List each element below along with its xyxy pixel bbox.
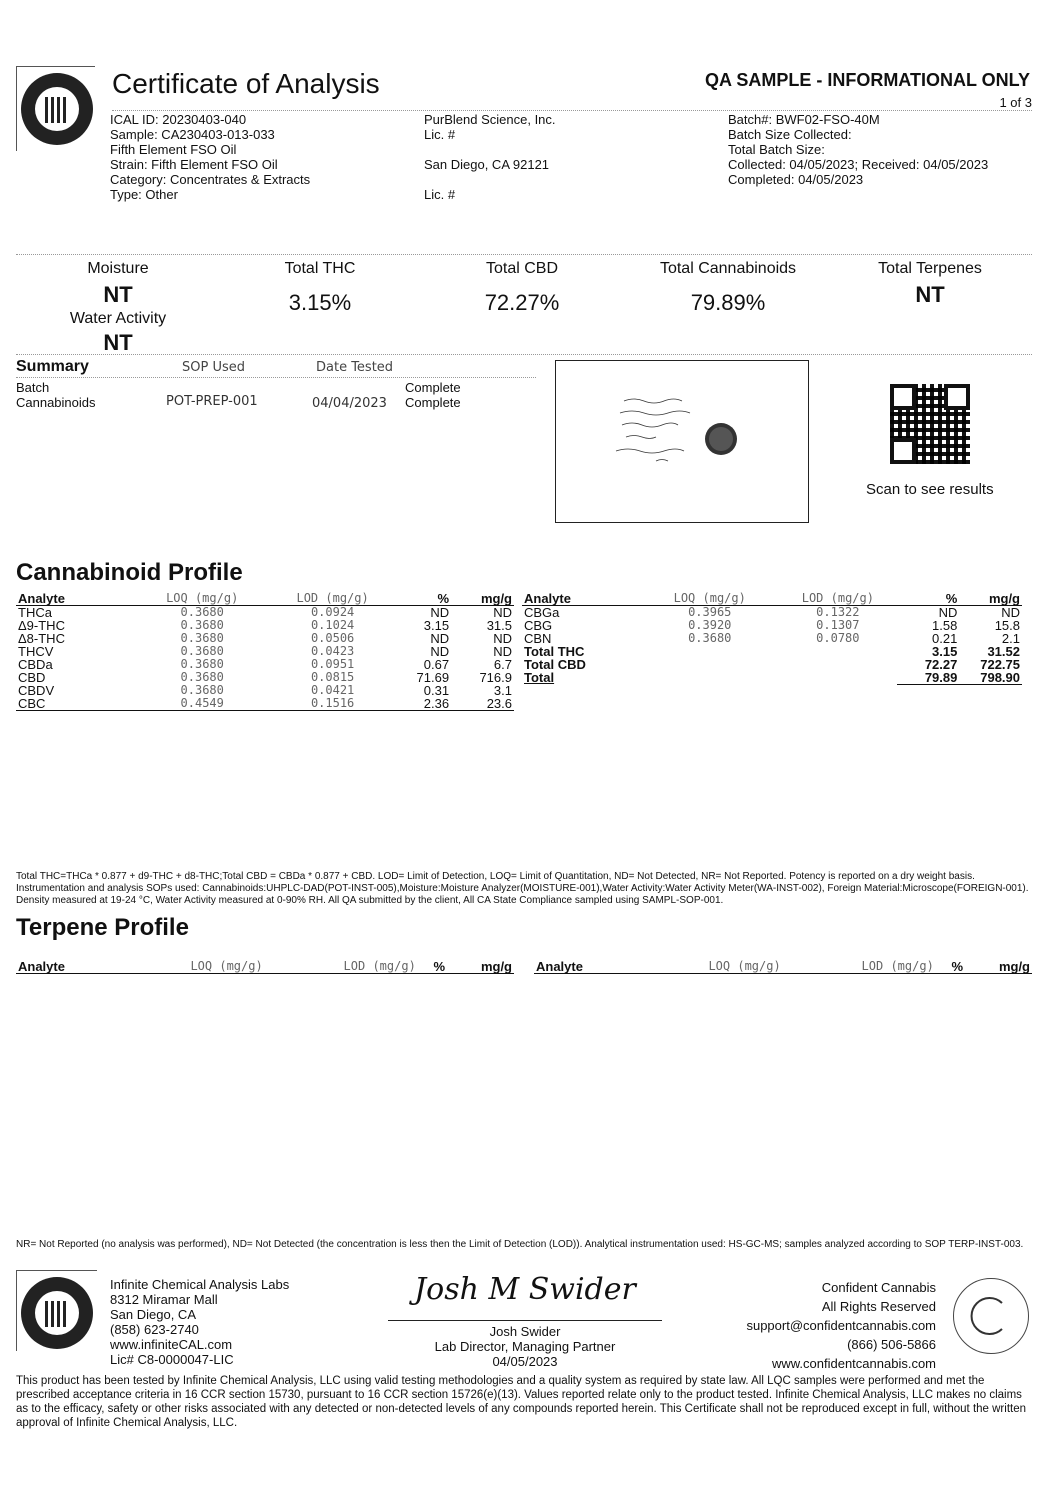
cannabinoid-right-header <box>522 592 1022 606</box>
analyte-cell: Δ8-THC <box>18 631 65 646</box>
terp-col-analyte: Analyte <box>16 960 156 974</box>
empty-cell <box>641 671 778 685</box>
header-divider <box>112 110 1032 111</box>
sample-id: Sample: CA230403-013-033 <box>110 127 275 142</box>
cc-logo-icon <box>954 1279 1028 1353</box>
terp-col-lod-right: LOD (mg/g) <box>815 960 936 974</box>
terp-col-loq-right: LOQ (mg/g) <box>674 960 814 974</box>
cc-name: Confident Cannabis <box>821 1280 936 1295</box>
table-row <box>16 606 514 620</box>
loq-cell: 0.3680 <box>180 631 224 645</box>
mgg-cell: ND <box>493 605 512 620</box>
percent-cell: 0.21 <box>932 631 958 646</box>
cc-info <box>700 1278 936 1373</box>
category: Category: Concentrates & Extracts <box>110 172 311 187</box>
total-thc-value: 3.15% <box>288 290 352 315</box>
total-cbd-value: 72.27% <box>484 290 560 315</box>
client-info <box>424 112 556 202</box>
water-activity-value: NT <box>103 330 133 355</box>
total-cbd-block <box>432 260 612 316</box>
terpene-table-left <box>16 960 514 974</box>
total-mgg-cell: 31.52 <box>987 644 1020 659</box>
cannabinoid-note: Total THC=THCa * 0.877 + d9-THC + d8-THC;Total CBD = CBDa * 0.877 + CBD. LOD= Limit of Detection, LOQ= Limit of Quantitation, ND= Not Detected, NR= Not Reported. Potency is reported on a dry weight basis. Instrumentation and analysis SOPs used: Cannabinoids:UHPLC-DAD(POT-INST-005),Moisture:Moisture Analyzer(MOISTURE-001),Water Activity:Water Activity Meter(WA-INST-002), Foreign Material:Microscope(FOREIGN-001). Density measured at 19-24 °C, Water Activity measured at 0-90% RH. All QA submitted by the client, All CA State Compliance sampled using SAMPL-SOP-001. <box>16 871 1029 906</box>
cc-phone: (866) 506-5866 <box>847 1337 936 1352</box>
col-loq: LOQ (mg/g) <box>137 592 267 606</box>
mgg-cell: 15.8 <box>994 618 1020 633</box>
lod-cell: 0.0423 <box>310 644 355 658</box>
lod-cell: 0.1024 <box>310 618 355 632</box>
total-label-cell: Total THC <box>524 644 585 659</box>
sign-date: 04/05/2023 <box>492 1354 558 1369</box>
total-label-cell: Total CBD <box>524 657 586 672</box>
terp-col-mgg: mg/g <box>461 960 514 974</box>
empty-cell <box>778 671 897 685</box>
lod-cell: 0.0506 <box>310 631 355 645</box>
lod-cell: 0.1516 <box>267 697 397 711</box>
analyte-cell: THCV <box>18 644 54 659</box>
mgg-cell: ND <box>493 631 512 646</box>
cc-website[interactable]: www.confidentcannabis.com <box>771 1356 936 1371</box>
col-analyte: Analyte <box>16 592 137 606</box>
strain: Strain: Fifth Element FSO Oil <box>110 157 278 172</box>
terpene-profile-title: Terpene Profile <box>16 914 189 941</box>
analyte-cell: Δ9-THC <box>18 618 65 633</box>
client-name: PurBlend Science, Inc. <box>424 112 556 127</box>
loq-cell: 0.3680 <box>180 670 224 684</box>
total-percent-cell: 3.15 <box>932 644 958 659</box>
lab-phone: (858) 623-2740 <box>110 1322 199 1337</box>
loq-cell: 0.4549 <box>137 697 267 711</box>
loq-cell: 0.3920 <box>688 618 732 632</box>
percent-cell: 3.15 <box>423 618 450 633</box>
lod-cell: 0.1307 <box>816 618 860 632</box>
total-terpenes-value: NT <box>915 282 945 307</box>
loq-cell: 0.3680 <box>180 683 224 697</box>
analyte-cell: CBDV <box>18 683 55 698</box>
terpene-right-header <box>534 960 1032 974</box>
percent-cell: 0.31 <box>423 683 450 698</box>
lod-cell: 0.0924 <box>310 605 355 619</box>
summary-divider <box>16 377 536 378</box>
empty-cell <box>778 645 897 658</box>
lab-website[interactable]: www.infiniteCAL.com <box>110 1337 233 1352</box>
total-row <box>522 671 1022 685</box>
signature-line <box>388 1320 662 1321</box>
summary-row-batch <box>16 380 49 395</box>
percent-cell: ND <box>430 644 450 659</box>
summary-cannabinoids-name: Cannabinoids <box>16 395 96 410</box>
mgg-cell: 2.1 <box>1001 631 1020 646</box>
mgg-cell: 3.1 <box>493 683 512 698</box>
summary-batch-name: Batch <box>16 380 50 395</box>
page-title: Certificate of Analysis <box>112 68 380 99</box>
total-cannabinoids-label: Total Cannabinoids <box>659 260 797 277</box>
summary-title: Summary <box>16 358 89 375</box>
loq-cell: 0.3680 <box>180 644 224 658</box>
qr-code[interactable] <box>890 384 970 464</box>
analyte-cell: CBC <box>16 697 137 711</box>
cannabinoid-left-header <box>16 592 514 606</box>
client-lic1: Lic. # <box>424 127 456 142</box>
completed-date: Completed: 04/05/2023 <box>728 172 864 187</box>
batch-number: Batch#: BWF02-FSO-40M <box>728 112 880 127</box>
analyte-cell: CBG <box>524 618 553 633</box>
mgg-cell: 6.7 <box>493 657 512 672</box>
col-percent-right: % <box>897 592 959 606</box>
percent-cell: ND <box>938 605 958 620</box>
stats-top-divider <box>16 254 1032 255</box>
col-mgg: mg/g <box>451 592 514 606</box>
sample-photo <box>555 360 809 523</box>
total-thc-block <box>230 260 410 316</box>
analyte-cell: CBGa <box>524 605 560 620</box>
total-cbd-label: Total CBD <box>485 260 559 277</box>
footer-logo-frame <box>16 1270 97 1351</box>
sample-name: Fifth Element FSO Oil <box>110 142 237 157</box>
footer-lab-logo <box>21 1277 93 1349</box>
analyte-cell: CBDa <box>18 657 53 672</box>
terpene-table-right <box>534 960 1032 974</box>
summary-col-sop: SOP Used <box>182 360 245 375</box>
moisture-label: Moisture <box>87 260 149 277</box>
total-cannabinoids-block <box>638 260 818 316</box>
lab-info <box>110 1277 289 1367</box>
page-number: 1 of 3 <box>999 95 1032 110</box>
loq-cell: 0.3965 <box>688 605 732 619</box>
total-batch-size: Total Batch Size: <box>728 142 825 157</box>
percent-cell: 71.69 <box>416 670 450 685</box>
lab-address-1: 8312 Miramar Mall <box>110 1292 218 1307</box>
lab-license: Lic# C8-0000047-LIC <box>110 1352 234 1367</box>
table-row <box>522 606 1022 620</box>
lab-address-2: San Diego, CA <box>110 1307 196 1322</box>
total-mgg-cell: 722.75 <box>980 657 1020 672</box>
mgg-cell: ND <box>493 644 512 659</box>
summary-cannabinoids-sop: POT-PREP-001 <box>166 394 258 409</box>
percent-cell: 2.36 <box>398 697 451 711</box>
mgg-cell: 31.5 <box>486 618 512 633</box>
empty-cell <box>778 658 897 671</box>
percent-cell: 0.67 <box>423 657 450 672</box>
percent-cell: 1.58 <box>932 618 958 633</box>
lod-cell: 0.0815 <box>310 670 355 684</box>
loq-cell: 0.3680 <box>180 657 224 671</box>
lab-name: Infinite Chemical Analysis Labs <box>110 1277 290 1292</box>
terp-col-lod: LOD (mg/g) <box>297 960 418 974</box>
col-lod-right: LOD (mg/g) <box>778 592 897 606</box>
cc-email[interactable]: support@confidentcannabis.com <box>746 1318 936 1333</box>
cannabinoid-left-body <box>16 606 514 711</box>
moisture-block <box>18 260 218 356</box>
water-activity-label: Water Activity <box>69 310 167 327</box>
percent-cell: ND <box>430 605 450 620</box>
qa-banner: QA SAMPLE - INFORMATIONAL ONLY <box>704 70 1030 90</box>
empty-cell <box>641 658 778 671</box>
sample-info <box>110 112 310 202</box>
loq-cell: 0.3680 <box>688 631 732 645</box>
terp-col-percent-right: % <box>936 960 979 974</box>
sample-photo-drawing <box>556 361 808 522</box>
batch-size-collected: Batch Size Collected: <box>728 127 852 142</box>
total-cannabinoids-value: 79.89% <box>690 290 766 315</box>
empty-cell <box>641 645 778 658</box>
analyte-cell: CBD <box>18 670 46 685</box>
collected-date: Collected: 04/05/2023; Received: 04/05/2023 <box>728 157 989 172</box>
lod-cell: 0.0780 <box>816 631 860 645</box>
lod-cell: 0.0421 <box>310 683 355 697</box>
header-logo-frame <box>16 66 95 151</box>
total-percent-cell: 72.27 <box>924 657 958 672</box>
confident-cannabis-logo <box>953 1278 1029 1354</box>
col-analyte-right: Analyte <box>522 592 641 606</box>
loq-cell: 0.3680 <box>180 605 224 619</box>
table-row <box>16 697 514 711</box>
cannabinoid-right-body <box>522 606 1022 685</box>
total-terpenes-label: Total Terpenes <box>878 260 982 277</box>
cannabinoid-table-left <box>16 592 514 711</box>
terp-col-percent: % <box>418 960 461 974</box>
terp-col-analyte-right: Analyte <box>534 960 674 974</box>
batch-info <box>728 112 988 187</box>
loq-cell: 0.3680 <box>180 618 224 632</box>
summary-batch-status: Complete <box>405 380 461 395</box>
mgg-cell: 23.6 <box>451 697 514 711</box>
analyte-cell: CBN <box>524 631 552 646</box>
summary-cannabinoids-date: 04/04/2023 <box>312 396 387 411</box>
col-mgg-right: mg/g <box>959 592 1022 606</box>
cannabinoid-profile-title: Cannabinoid Profile <box>16 559 243 586</box>
total-label-cell: Total <box>524 670 555 686</box>
signer-title: Lab Director, Managing Partner <box>434 1339 616 1354</box>
signer-info <box>388 1324 662 1369</box>
mgg-cell: ND <box>1001 605 1020 620</box>
signer-name: Josh Swider <box>489 1324 561 1339</box>
col-lod: LOD (mg/g) <box>267 592 397 606</box>
disclaimer: This product has been tested by Infinite Chemical Analysis, LLC using valid testing methodologies and a quality system as required by state law. All LQC samples were performed and met the prescribed acceptance criteria in 16 CCR section 15730, pursuant to 16 CCR section 15726(e)(13). Values reported relate only to the product tested. Infinite Chemical Analysis, LLC makes no claims as to the efficacy, safety or other risks associated with any detected or non-detected levels of any compounds reported herein. This Certificate shall not be reproduced except in full, without the written approval of Infinite Chemical Analysis, LLC. <box>16 1375 1026 1429</box>
terp-col-loq: LOQ (mg/g) <box>156 960 296 974</box>
summary-col-date: Date Tested <box>316 360 394 375</box>
ical-id: ICAL ID: 20230403-040 <box>110 112 247 127</box>
col-loq-right: LOQ (mg/g) <box>641 592 778 606</box>
lod-cell: 0.1322 <box>816 605 860 619</box>
total-percent-cell: 79.89 <box>897 671 959 685</box>
client-lic2: Lic. # <box>424 187 456 202</box>
cc-rights: All Rights Reserved <box>821 1299 936 1314</box>
lab-logo <box>21 73 93 145</box>
terpene-left-header <box>16 960 514 974</box>
stats-bottom-divider <box>16 354 1032 355</box>
moisture-value: NT <box>103 282 133 307</box>
total-terpenes-block <box>840 260 1020 308</box>
col-percent: % <box>398 592 451 606</box>
mgg-cell: 716.9 <box>479 670 512 685</box>
terp-col-mgg-right: mg/g <box>979 960 1032 974</box>
cannabinoid-table-right <box>522 592 1022 685</box>
signature: Josh M Swider <box>414 1272 636 1307</box>
lod-cell: 0.0951 <box>310 657 355 671</box>
analyte-cell: THCa <box>18 605 52 620</box>
scan-text: Scan to see results <box>866 481 994 498</box>
total-thc-label: Total THC <box>284 260 356 277</box>
terpene-note: NR= Not Reported (no analysis was performed), ND= Not Detected (the concentration is less then the Limit of Detection (LOD)). Analytical instrumentation used: HS-GC-MS; samples analyzed according to SOP TERP-INST-003. <box>16 1239 1024 1250</box>
total-mgg-cell: 798.90 <box>959 671 1022 685</box>
type: Type: Other <box>110 187 178 202</box>
percent-cell: ND <box>430 631 450 646</box>
summary-cannabinoids-status: Complete <box>405 395 461 410</box>
client-city: San Diego, CA 92121 <box>424 157 550 172</box>
